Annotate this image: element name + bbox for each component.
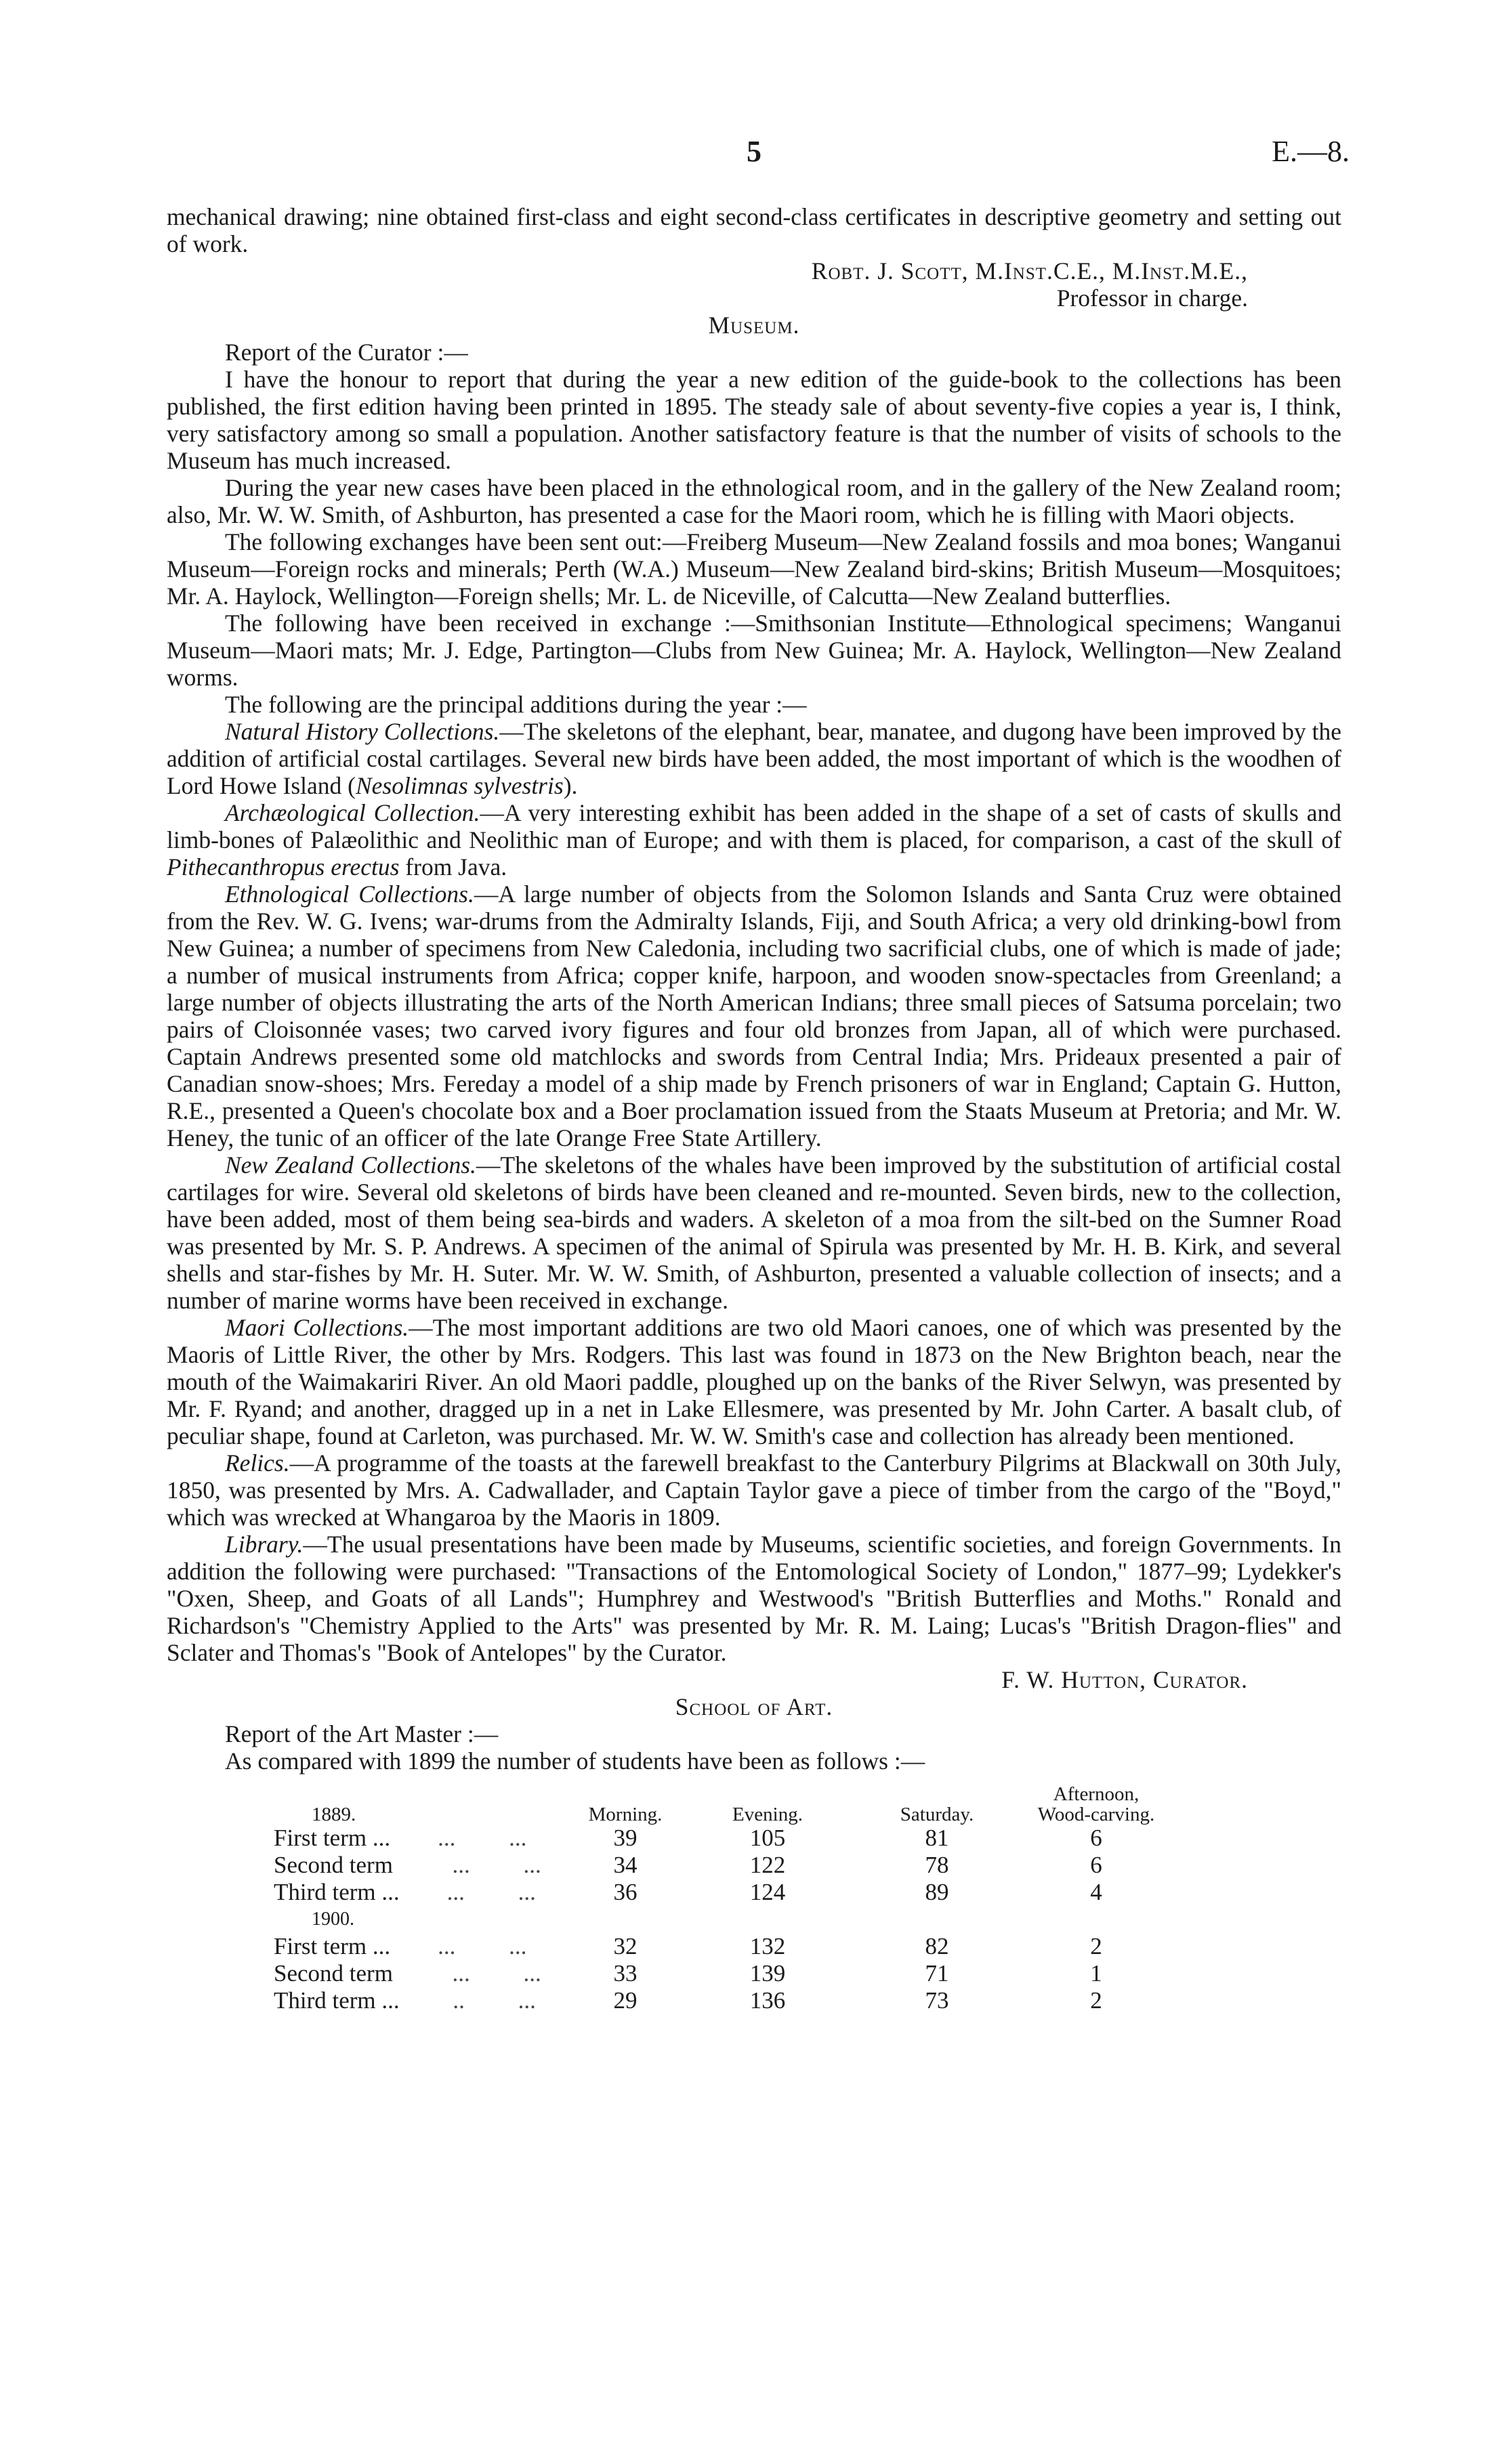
section-title: Ethnological Collections. xyxy=(225,880,474,908)
year-label: 1889. xyxy=(312,1804,356,1825)
section-new-zealand: New Zealand Collections.—The skeletons of the whales have been improved by the substitution of artificial costal cartilages for wire. Several old skeletons of birds have been cleaned and re-mounted. Seven birds, new to the collection, have been added, most of them being sea-birds and waders. A skeleton of a moa from the silt-bed on the Sumner Road was presented by Mr. S. P. Andrews. A specimen of the animal of Spirula was presented by Mr. H. B. Kirk, and several shells and star-fishes by Mr. H. Suter. Mr. W. W. Smith, of Ashburton, presented a valuable collection of insects; and a number of marine worms have been received in exchange. xyxy=(167,1151,1341,1314)
section-title: New Zealand Collections. xyxy=(225,1151,476,1178)
section-title: Maori Collections. xyxy=(225,1314,409,1341)
museum-paragraph: I have the honour to report that during the year a new edition of the guide-book to the collections has been published, the first edition having been printed in 1895. The steady sale of about seventy-five copies a year is, I think, very satisfactory among so small a population. Another satisfactory feature is that the number of visits of schools to the Museum has much increased. xyxy=(167,366,1341,474)
museum-paragraph: The following are the principal additions during the year :— xyxy=(225,691,807,718)
curator-report-label: Report of the Curator :— xyxy=(225,339,468,366)
table-row: Third term ... ... ... 36 124 89 4 xyxy=(274,1879,1102,1905)
page-number: 5 xyxy=(747,135,761,168)
section-relics: Relics.—A programme of the toasts at the farewell breakfast to the Canterbury Pilgrims at Blackwall on 30th July, 1850, was presented by Mrs. A. Cadwallader, and Captain Taylor gave a piece of timber from the cargo of the "Boyd," which was wrecked at Whangaroa by the Maoris in 1809. xyxy=(167,1449,1341,1531)
curator-signature: F. W. Hutton, Curator. xyxy=(1001,1666,1248,1693)
museum-heading: Museum. xyxy=(708,312,800,339)
document-reference: E.—8. xyxy=(1272,135,1350,168)
year-row xyxy=(274,1906,1177,1933)
section-library: Library.—The usual presentations have been made by Museums, scientific societies, and foreign Governments. In addition the following were purchased: "Transactions of the Entomological Society of London," 1877–99; Lydekker's "Oxen, Sheep, and Goats of all Lands"; Humphrey and Westwood's "British Butterflies and Moths." Ronald and Richardson's "Chemistry Applied to the Arts" was presented by Mr. R. M. Laing; Lucas's "British Dragon-flies" and Sclater and Thomas's "Book of Antelopes" by the Curator. xyxy=(167,1531,1341,1666)
table-row: Second term ... ... 33 139 71 1 xyxy=(274,1960,1102,1987)
table-row: First term ... ... ... 32 132 82 2 xyxy=(274,1933,1102,1959)
section-title: Library. xyxy=(225,1531,304,1558)
section-title: Archæological Collection. xyxy=(225,799,480,826)
professor-signature: Robt. J. Scott, M.Inst.C.E., M.Inst.M.E., xyxy=(811,257,1248,284)
intro-paragraph: mechanical drawing; nine obtained first-class and eight second-class certificates in descriptive geometry and setting out of work. xyxy=(167,203,1341,257)
column-header: Morning. xyxy=(588,1804,663,1825)
school-of-art-heading: School of Art. xyxy=(675,1693,833,1720)
student-numbers-table xyxy=(274,1784,1177,2014)
column-header: Evening. xyxy=(732,1804,803,1825)
art-master-report-label: Report of the Art Master :— xyxy=(225,1720,499,1747)
museum-paragraph: The following exchanges have been sent out:—Freiberg Museum—New Zealand fossils and moa bones; Wanganui Museum—Foreign rocks and minerals; Perth (W.A.) Museum—New Zealand bird-skins; British Museum—Mosquitoes; Mr. A. Haylock, Wellington—Foreign shells; Mr. L. de Niceville, of Calcutta—New Zealand butterflies. xyxy=(167,528,1341,610)
art-school-intro: As compared with 1899 the number of students have been as follows :— xyxy=(225,1747,925,1775)
table-header-row xyxy=(274,1784,1177,1825)
body-text xyxy=(167,203,1341,2014)
museum-paragraph: During the year new cases have been placed in the ethnological room, and in the gallery of the New Zealand room; also, Mr. W. W. Smith, of Ashburton, has presented a case for the Maori room, which he is filling with Maori objects. xyxy=(167,474,1341,528)
section-title: Natural History Collections. xyxy=(225,718,500,745)
page-header xyxy=(0,134,1504,175)
section-maori: Maori Collections.—The most important additions are two old Maori canoes, one of which was presented by the Maoris of Little River, the other by Mrs. Rodgers. This last was found in 1873 on the New Brighton beach, near the mouth of the Waimakariri River. An old Maori paddle, ploughed up on the banks of the River Selwyn, was presented by Mr. F. Ryand; and another, dragged up in a net in Lake Ellesmere, was presented by Mr. John Carter. A basalt club, of peculiar shape, found at Carleton, was purchased. Mr. W. W. Smith's case and collection has already been mentioned. xyxy=(167,1314,1341,1449)
table-row: First term ... ... ... 39 105 81 6 xyxy=(274,1825,1102,1851)
column-header: Saturday. xyxy=(900,1804,974,1825)
year-label: 1900. xyxy=(312,1909,354,1930)
table-row: Second term ... ... 34 122 78 6 xyxy=(274,1852,1102,1878)
section-title: Relics. xyxy=(225,1449,290,1477)
section-ethnological: Ethnological Collections.—A large number of objects from the Solomon Islands and Santa Cruz were obtained from the Rev. W. G. Ivens; war-drums from the Admiralty Islands, Fiji, and South Africa; a very old drinking-bowl from New Guinea; a number of specimens from New Caledonia, including two sacrificial clubs, one of which is made of jade; a number of musical instruments from Africa; copper knife, harpoon, and wooden snow-spectacles from Greenland; a large number of objects illustrating the arts of the North American Indians; three small pieces of Satsuma porcelain; two pairs of Cloisonnée vases; two carved ivory figures and four old bronzes from Japan, all of which were purchased. Captain Andrews presented some old matchlocks and swords from Central India; Mrs. Prideaux presented a pair of Canadian snow-shoes; Mrs. Fereday a model of a ship made by French prisoners of war in England; Captain G. Hutton, R.E., presented a Queen's chocolate box and a Boer proclamation issued from the Staats Museum at Pretoria; and Mr. W. Heney, the tunic of an officer of the late Orange Free State Artillery. xyxy=(167,880,1341,1151)
column-header: Afternoon, Wood-carving. xyxy=(1037,1783,1155,1825)
professor-title: Professor in charge. xyxy=(1056,284,1248,312)
museum-paragraph: The following have been received in exchange :—Smithsonian Institute—Ethnological specimens; Wanganui Museum—Maori mats; Mr. J. Edge, Partington—Clubs from New Guinea; Mr. A. Haylock, Wellington—New Zealand worms. xyxy=(167,610,1341,691)
section-natural-history: Natural History Collections.—The skeletons of the elephant, bear, manatee, and dugong have been improved by the addition of artificial costal cartilages. Several new birds have been added, the most important of which is the woodhen of Lord Howe Island (Nesolimnas sylvestris). xyxy=(167,718,1341,799)
section-archaeological: Archæological Collection.—A very interesting exhibit has been added in the shape of a set of casts of skulls and limb-bones of Palæolithic and Neolithic man of Europe; and with them is placed, for comparison, a cast of the skull of Pithecanthropus erectus from Java. xyxy=(167,799,1341,880)
table-row: Third term ... .. ... 29 136 73 2 xyxy=(274,1987,1102,2014)
